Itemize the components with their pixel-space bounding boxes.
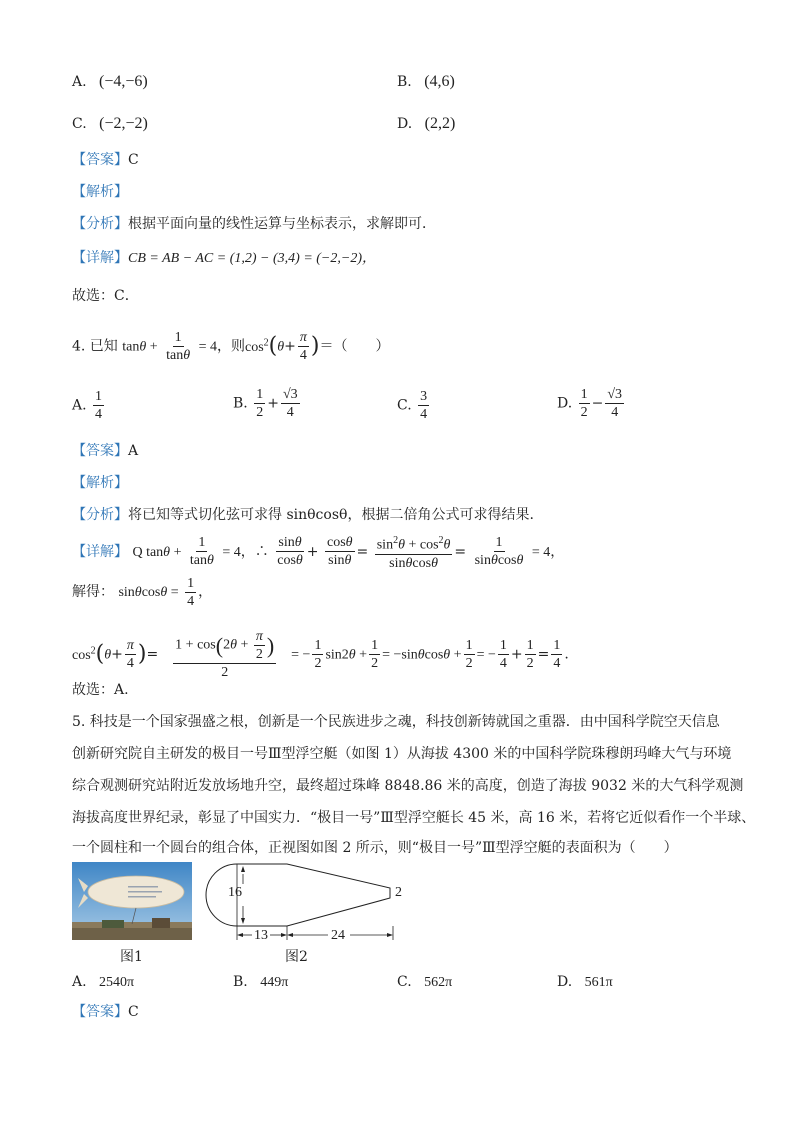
q5-option-c: C. 562π: [397, 974, 453, 990]
q5-answer: 【答案】C: [72, 1004, 139, 1020]
q4-answer: 【答案】A: [72, 443, 139, 459]
fig2-height-label: 16: [228, 885, 242, 900]
fig2-tip-label: 2: [395, 885, 402, 900]
q5-stem-line-3: 综合观测研究站附近发放场地升空，最终超过珠峰 8848.86 米的高度，创造了海拔 9032 米的大气科学观测: [72, 778, 744, 794]
q3-option-a: A. (−4,−6): [72, 73, 148, 90]
q4-derivation: $\cos^2(\theta+$ $\frac{\pi}{4}$ )= 1 + cos(2θ + $\frac{\pi}{2}$ ) 2 = − $\frac{1}{2}$ sin2θ + $\frac{1}{2}$ = −sinθcosθ + $\frac{1}{2}$ = − $\frac{1}{4}$ + $\frac{1}{2}$ = $\frac{1}{4}$ .: [72, 629, 569, 680]
q4-solve: 解得： sinθcosθ = $\frac{1}{4}$ ，: [72, 575, 213, 609]
q3-fenxi: 【分析】根据平面向量的线性运算与坐标表示，求解即可．: [72, 216, 436, 232]
q5-option-d: D. 561π: [557, 974, 613, 990]
q5-stem-line-2: 创新研究院自主研发的极目一号Ⅲ型浮空艇（如图 1）从海拔 4300 米的中国科学院珠穆朗玛峰大气与环境: [72, 746, 732, 762]
q5-option-a: A. 2540π: [72, 974, 135, 990]
q5-stem-line-5: 一个圆柱和一个圆台的组合体，正视图如图 2 所示，则“极目一号”Ⅲ型浮空艇的表面积为（ ）: [72, 840, 678, 856]
q3-detail: 【详解】CB = AB − AC = (1,2) − (3,4) = (−2,−2)，: [72, 250, 376, 266]
q3-answer: 【答案】C: [72, 152, 139, 168]
q5-stem-line-4: 海拔高度世界纪录，彰显了中国实力．“极目一号”Ⅲ型浮空艇长 45 米，高 16 米，若将它近似看作一个半球、: [72, 810, 756, 826]
q3-option-b: B. (4,6): [397, 73, 455, 90]
q4-option-b: B. $\frac{1}{2}$ + $\frac{√3}{4}$: [233, 387, 298, 420]
q3-analysis-heading: 【解析】: [72, 184, 128, 200]
q3-option-c: C. (−2,−2): [72, 115, 148, 132]
q5-option-b: B. 449π: [233, 974, 289, 990]
q4-analysis-heading: 【解析】: [72, 475, 128, 491]
q4-detail: 【详解】 Q tanθ + $\frac{1}{\tan\theta}$ = 4，∴ $\frac{\sin\theta}{\cos\theta}$ + $\frac{\cos\theta}{\sin\theta}$ = $\frac{\sin^2\theta + \cos^2\theta}{\sin\theta\cos\theta}$ = $\frac{1}{\sin\theta\cos\theta}$ = 4，: [72, 532, 564, 572]
fig2-length-24-label: 24: [331, 928, 345, 943]
q4-fenxi: 【分析】将已知等式切化弦可求得 sinθcosθ，根据二倍角公式可求得结果.: [72, 507, 534, 523]
airship-front-view-diagram: [200, 860, 415, 950]
q4-option-a: A. $\frac{1}{4}$: [72, 389, 103, 422]
figure-2-caption: 图2: [285, 949, 308, 965]
q3-option-d: D. (2,2): [397, 115, 456, 132]
fig2-length-13-label: 13: [254, 928, 268, 943]
q5-stem-line-1: 5. 科技是一个国家强盛之根，创新是一个民族进步之魂，科技创新铸就国之重器．由中国科学院空天信息: [72, 714, 720, 730]
q4-conclusion: 故选：A.: [72, 682, 129, 698]
q4-option-c: C. $\frac{3}{4}$: [397, 389, 428, 422]
q4-stem: 4. 已知 tanθ + $\frac{1}{\tan\theta}$ = 4，则$\cos^2(\theta+$ $\frac{\pi}{4}$ )＝（ ）: [72, 330, 390, 364]
q3-conclusion: 故选：C．: [72, 288, 139, 304]
q4-option-d: D. $\frac{1}{2}$ − $\frac{√3}{4}$: [557, 387, 623, 420]
figure-1-caption: 图1: [120, 949, 143, 965]
airship-photo: [72, 862, 192, 940]
